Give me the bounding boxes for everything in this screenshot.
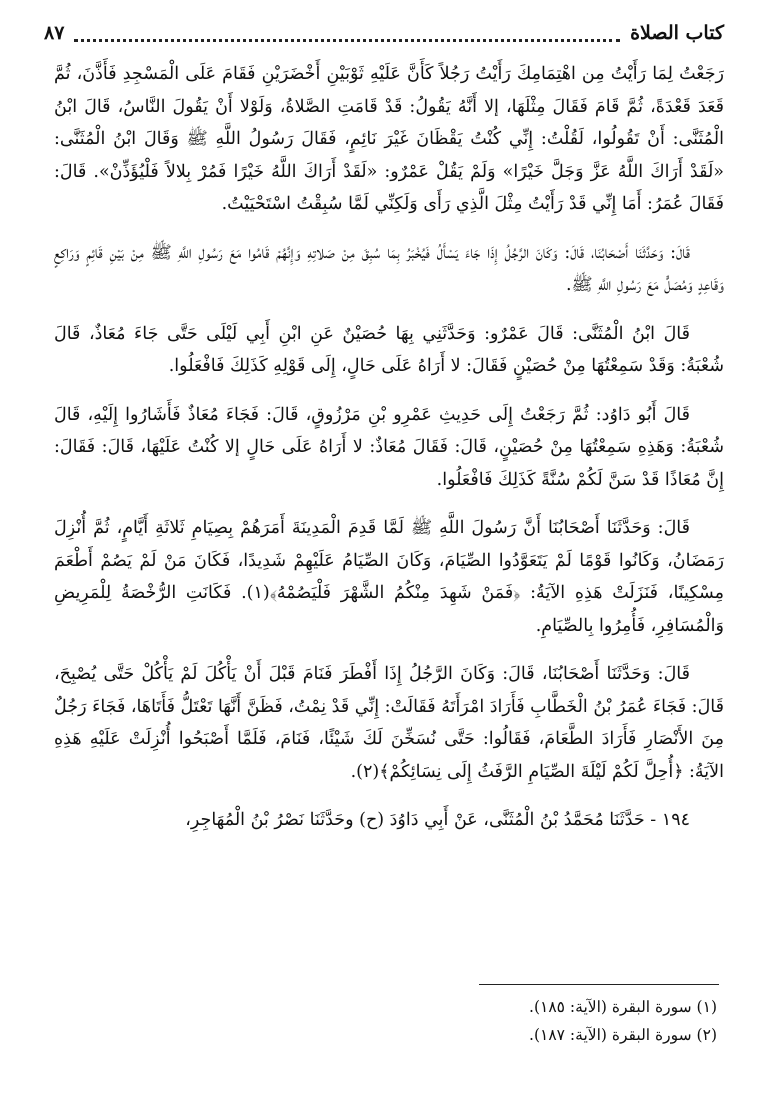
paragraph: قَالَ أَبُو دَاوُد: ثُمَّ رَجَعْتُ إِلَى حَدِيثِ عَمْرِو بْنِ مَرْزُوقٍ، قَالَ: فَجَاءَ مُعَاذٌ فَأَشَارُوا إِلَيْهِ، قَالَ شُعْبَةُ: وَهَذِهِ سَمِعْتُهَا مِنْ حُصَيْنٍ، قَالَ: فَقَالَ مُعَاذٌ: لا أَرَاهُ عَلَى حَالٍ إلا كُنْتُ عَلَيْهَا، قَالَ: فَقَالَ: إِنَّ مُعَاذًا قَدْ سَنَّ لَكُمْ سُنَّةً كَذَلِكَ فَافْعَلُوا. xyxy=(54,404,724,490)
hadith-194-opening: ١٩٤ - حَدَّثَنَا مُحَمَّدُ بْنُ الْمُثَنَّى، عَنْ أَبِي دَاوُدَ (ح) وحَدَّثَنَا نَصْرُ بْنُ الْمُهَاجِرِ، xyxy=(185,810,690,830)
header-dot-leader xyxy=(74,25,620,42)
paragraph: قَالَ: وَحَدَّثَنَا أَصْحَابُنَا، قَالَ: وَكَانَ الرَّجُلُ إِذَا أَفْطَرَ فَنَامَ قَبْلَ أَنْ يَأْكُلَ لَمْ يَأْكُلْ حَتَّى يُصْبِحَ، قَالَ: فَجَاءَ عُمَرُ بْنُ الْخَطَّابِ فَأَرَادَ امْرَأَتَهُ فَقَالَتْ: إِنِّي قَدْ نِمْتُ، فَظَنَّ أَنَّهَا تَعْتَلُّ فَأَتَاهَا، فَجَاءَ رَجُلٌ مِنَ الأَنْصَارِ فَأَرَادَ الطَّعَامَ، فَقَالُوا: حَتَّى نُسَخِّنَ لَكَ شَيْئًا، فَنَامَ، فَلَمَّا أَصْبَحُوا أُنْزِلَتْ عَلَيْهِ هَذِهِ الآيَةُ: ﴿أُحِلَّ لَكُمْ لَيْلَةَ الصِّيَامِ الرَّفَثُ إِلَى نِسَائِكُمْ﴾(٢). xyxy=(54,664,724,782)
paragraph-continuation: رَجَعْتُ لِمَا رَأَيْتُ مِن اهْتِمَامِكَ رَأَيْتُ رَجُلاً كَأَنَّ عَلَيْهِ ثَوْبَيْنِ أَخْضَرَيْنِ فَقَامَ عَلَى الْمَسْجِدِ فَأَذَّنَ، ثُمَّ قَعَدَ قَعْدَةً، ثُمَّ قَامَ فَقَالَ مِثْلَهَا، إلا أَنَّهُ يَقُولُ: قَدْ قَامَتِ الصَّلاةُ، وَلَوْلا أَنْ يَقُولَ النَّاسُ، قَالَ ابْنُ الْمُثَنَّى: أَنْ تَقُولُوا، لَقُلْتُ: إِنِّي كُنْتُ يَقْظَانَ غَيْرَ نَائِمٍ، فَقَالَ رَسُولُ اللَّهِ ﷺ وَقَالَ ابْنُ الْمُثَنَّى: «لَقَدْ أَرَاكَ اللَّهُ عَزَّ وَجَلَّ خَيْرًا» وَلَمْ يَقُلْ عَمْرٌو: «لَقَدْ أَرَاكَ اللَّهُ خَيْرًا فَمُرْ بِلالاً فَلْيُؤَذِّنْ». قَالَ: فَقَالَ عُمَرُ: أَمَا إِنِّي قَدْ رَأَيْتُ مِثْلَ الَّذِي رَأَى وَلَكِنِّي لَمَّا سُبِقْتُ اسْتَحْيَيْتُ. xyxy=(54,64,724,214)
footnote-divider xyxy=(479,984,719,985)
main-text xyxy=(54,58,724,851)
paragraph: قَالَ: وَحَدَّثَنَا أَصْحَابُنَا، قَالَ: وَكَانَ الرَّجُلُ إِذَا جَاءَ يَسْأَلُ فَيُخْبَرُ بِمَا سُبِقَ مِنْ صَلاتِهِ وَإِنَّهُمْ قَامُوا مَعَ رَسُولِ اللَّهِ ﷺ مِنْ بَيْنِ قَائِمٍ وَرَاكِعٍ وَقَاعِدٍ وَمُصَلٍّ مَعَ رَسُولِ اللَّهِ ﷺ. xyxy=(54,242,724,295)
book-title: كتاب الصلاة xyxy=(630,22,724,44)
paragraph: قَالَ: وَحَدَّثَنَا أَصْحَابُنَا أَنَّ رَسُولَ اللَّهِ ﷺ لَمَّا قَدِمَ الْمَدِينَةَ أَمَرَهُمْ بِصِيَامِ ثَلاثَةِ أَيَّامٍ، ثُمَّ أُنْزِلَ رَمَضَانُ، وَكَانُوا قَوْمًا لَمْ يَتَعَوَّدُوا الصِّيَامَ، وَكَانَ الصِّيَامُ عَلَيْهِمْ شَدِيدًا، فَكَانَ مَنْ لَمْ يَصُمْ أَطْعَمَ مِسْكِينًا، فَنَزَلَتْ هَذِهِ الآيَةُ: ﴿فَمَنْ شَهِدَ مِنْكُمُ الشَّهْرَ فَلْيَصُمْهُ﴾(١). فَكَانَتِ الرُّخْصَةُ لِلْمَرِيضِ وَالْمُسَافِرِ، فَأُمِرُوا بِالصِّيَامِ. xyxy=(54,518,724,636)
page-number: ٨٧ xyxy=(44,22,65,44)
footnote-1: (١) سورة البقرة (الآية: ١٨٥). xyxy=(529,998,717,1016)
footnote-2: (٢) سورة البقرة (الآية: ١٨٧). xyxy=(529,1026,717,1044)
footnotes xyxy=(317,993,717,1049)
paragraph: قَالَ ابْنُ الْمُثَنَّى: قَالَ عَمْرٌو: وَحَدَّثَنِي بِهَا حُصَيْنٌ عَنِ ابْنِ أَبِي لَيْلَى حَتَّى جَاءَ مُعَاذٌ، قَالَ شُعْبَةُ: وَقَدْ سَمِعْتُهَا مِنْ حُصَيْنٍ فَقَالَ: لا أَرَاهُ عَلَى حَالٍ، إِلَى قَوْلِهِ كَذَلِكَ فَافْعَلُوا. xyxy=(54,323,724,376)
running-header xyxy=(44,18,724,48)
